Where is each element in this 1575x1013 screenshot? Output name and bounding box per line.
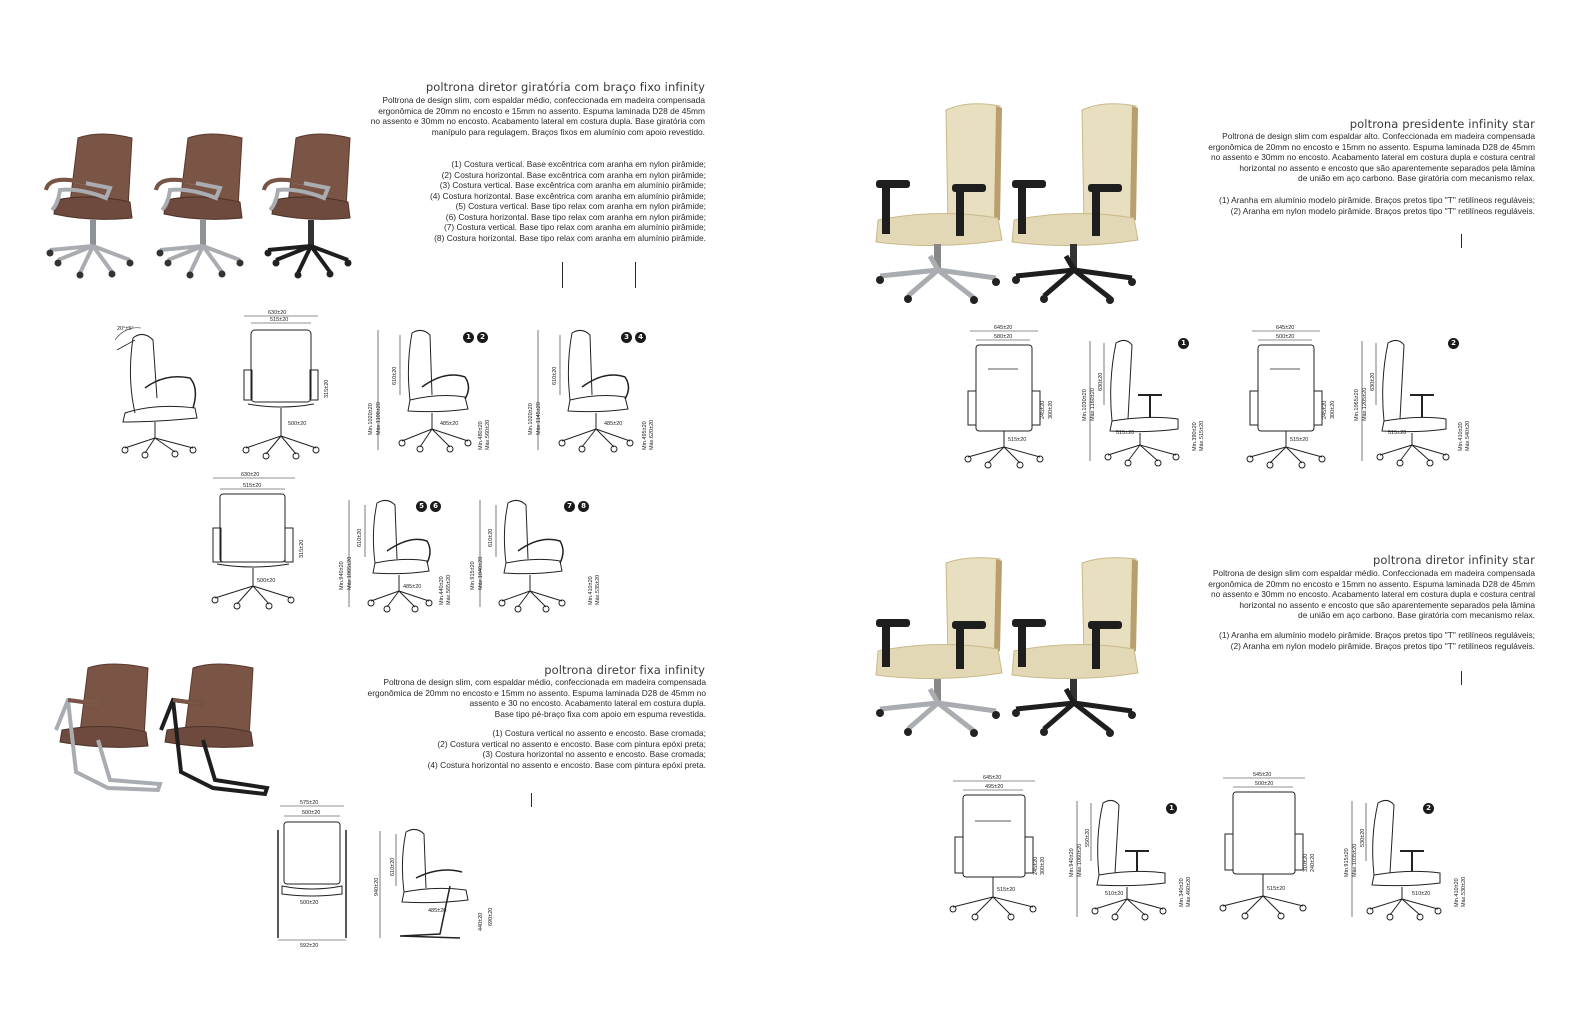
svg-text:645±20: 645±20 xyxy=(1276,325,1295,331)
option-badge: 5 xyxy=(416,501,427,512)
svg-text:550±20: 550±20 xyxy=(1085,828,1091,847)
drawing-fixa-side xyxy=(370,826,500,946)
svg-text:Min.340±20: Min.340±20 xyxy=(1179,878,1185,907)
photo-giratoria xyxy=(40,128,370,278)
svg-text:940±20: 940±20 xyxy=(374,877,380,896)
svg-text:630±20: 630±20 xyxy=(268,310,287,316)
svg-text:515±20: 515±20 xyxy=(1008,437,1027,443)
section-title: poltrona presidente infinity star xyxy=(1349,117,1535,131)
dim-label: 20°±5° xyxy=(117,326,134,332)
divider xyxy=(531,793,532,807)
section-description: Poltrona de design slim com espaldar médio. Confeccionada em madeira compensada ergonômica de 20mm no encosto e 15mm no assento. Espuma laminada D28 de 45mm no assento e 30mm no encosto. Acabamento lateral em costura dupla e costura central horizontal no assento e encosto que são aparentemente separados pela lâmina de união em aço carbono. Base giratória com mecanismo relax. xyxy=(1208,568,1535,621)
svg-text:610±20: 610±20 xyxy=(390,857,396,876)
option-badge: 2 xyxy=(477,332,488,343)
svg-text:610±20: 610±20 xyxy=(357,528,363,547)
svg-text:Min.410±20: Min.410±20 xyxy=(1458,422,1464,451)
svg-text:500±20: 500±20 xyxy=(288,421,307,427)
svg-text:Min.915±20: Min.915±20 xyxy=(1344,848,1350,877)
svg-text:Máx.560±20: Máx.560±20 xyxy=(485,419,491,450)
section-title: poltrona diretor giratória com braço fixo infinity xyxy=(425,80,705,94)
svg-text:315±20: 315±20 xyxy=(324,379,330,398)
drawing-side-56 xyxy=(335,495,455,615)
drawing-star-front-1 xyxy=(945,775,1045,925)
options-list: (1) Aranha em alumínio modelo pirâmide. Braços pretos tipo "T" retilíneos reguláveis; (2) Aranha em nylon modelo pirâmide. Braços pretos tipo "T" retilíneos reguláveis. xyxy=(1219,195,1535,216)
svg-text:Min.940±20: Min.940±20 xyxy=(1069,848,1075,877)
drawing-recline xyxy=(105,318,215,458)
divider xyxy=(1461,234,1462,248)
svg-text:300±20: 300±20 xyxy=(1048,400,1054,419)
svg-text:500±20: 500±20 xyxy=(302,810,321,816)
svg-text:510±20: 510±20 xyxy=(1105,891,1124,897)
option-badge: 1 xyxy=(1178,338,1189,349)
option-badge: 1 xyxy=(1166,803,1177,814)
svg-text:245±20: 245±20 xyxy=(1033,856,1039,875)
svg-text:Min.390±20: Min.390±20 xyxy=(1192,422,1198,451)
svg-text:Máx.1035±20: Máx.1035±20 xyxy=(1352,843,1358,877)
svg-text:500±20: 500±20 xyxy=(1276,334,1295,340)
drawing-star-side-2 xyxy=(1340,795,1470,925)
svg-text:510±20: 510±20 xyxy=(1412,891,1431,897)
svg-text:Máx.1205±20: Máx.1205±20 xyxy=(1362,387,1368,421)
svg-text:610±20: 610±20 xyxy=(552,366,558,385)
svg-text:Min.440±20: Min.440±20 xyxy=(439,576,445,605)
svg-text:515±20: 515±20 xyxy=(1388,430,1407,436)
svg-text:300±20: 300±20 xyxy=(1330,400,1336,419)
drawing-pres-side-1 xyxy=(1078,335,1208,470)
divider xyxy=(635,262,636,288)
svg-text:Min.495±20: Min.495±20 xyxy=(642,421,648,450)
svg-text:Min.1030±20: Min.1030±20 xyxy=(1082,389,1088,421)
section-title: poltrona diretor infinity star xyxy=(1373,553,1535,567)
svg-text:515±20: 515±20 xyxy=(997,887,1016,893)
svg-text:630±20: 630±20 xyxy=(241,472,260,478)
option-badge: 4 xyxy=(635,332,646,343)
svg-text:515±20: 515±20 xyxy=(243,483,262,489)
svg-text:500±20: 500±20 xyxy=(257,578,276,584)
section-description: Poltrona de design slim, com espaldar médio, confeccionada em madeira compensada ergonômica de 20mm no encosto e 15mm no assento. Espuma laminada D28 de 45mm no assento e 30mm no encosto. Acabamento lateral em costura dupla. Base giratória com manípulo para regulagem. Braços fixos em alumínio com apoio revestido. xyxy=(370,95,705,137)
divider xyxy=(562,262,563,288)
option-badge: 8 xyxy=(578,501,589,512)
drawing-fixa-front xyxy=(272,800,354,952)
svg-text:Máx.1160±20: Máx.1160±20 xyxy=(1090,388,1096,421)
svg-text:515±20: 515±20 xyxy=(1290,437,1309,443)
section-title: poltrona diretor fixa infinity xyxy=(544,663,705,677)
svg-text:Máx.1100±20: Máx.1100±20 xyxy=(376,402,382,435)
svg-text:Min.410±20: Min.410±20 xyxy=(588,576,594,605)
drawing-front-relax xyxy=(205,472,305,612)
svg-text:515±20: 515±20 xyxy=(1267,886,1286,892)
svg-text:Máx.1065±20: Máx.1065±20 xyxy=(347,556,353,590)
svg-text:485±20: 485±20 xyxy=(403,584,422,590)
photo-fixa xyxy=(48,660,273,800)
svg-text:Máx.460±20: Máx.460±20 xyxy=(1186,876,1192,907)
svg-text:545±20: 545±20 xyxy=(1253,772,1272,778)
photo-diretor-star xyxy=(868,555,1148,740)
option-badge: 7 xyxy=(564,501,575,512)
drawing-star-front-2 xyxy=(1215,772,1315,924)
svg-text:630±20: 630±20 xyxy=(1370,372,1376,391)
drawing-front xyxy=(236,308,331,463)
svg-text:315±20: 315±20 xyxy=(299,539,305,558)
svg-text:530±20: 530±20 xyxy=(1360,828,1366,847)
svg-text:Máx.540±20: Máx.540±20 xyxy=(1465,420,1471,451)
svg-text:240±20: 240±20 xyxy=(1310,853,1316,872)
drawing-pres-side-2 xyxy=(1350,335,1475,470)
option-badge: 3 xyxy=(621,332,632,343)
svg-text:515±20: 515±20 xyxy=(1116,430,1135,436)
divider xyxy=(1461,671,1462,685)
svg-text:Máx.535±20: Máx.535±20 xyxy=(595,574,601,605)
option-badge: 2 xyxy=(1423,803,1434,814)
svg-text:610±20: 610±20 xyxy=(488,528,494,547)
svg-text:645±20: 645±20 xyxy=(983,775,1002,781)
svg-text:580±20: 580±20 xyxy=(994,334,1013,340)
svg-text:Min.1020±20: Min.1020±20 xyxy=(528,403,534,435)
options-list: (1) Aranha em alumínio modelo pirâmide. Braços pretos tipo "T" retilíneos reguláveis; (2) Aranha em nylon modelo pirâmide. Braços pretos tipo "T" retilíneos reguláveis. xyxy=(1219,630,1535,651)
options-list: (1) Costura vertical. Base excêntrica com aranha em nylon pirâmide; (2) Costura horizontal. Base excêntrica com aranha em nylon pirâmide; (3) Costura vertical. Base excêntrica com aranha em alumínio pirâmide; (4) Costura horizontal. Base excêntrica com aranha em alumínio pirâmide; (5) Costura vertical. Base tipo relax com aranha em nylon pirâmide; (6) Costura horizontal. Base tipo relax com aranha em nylon pirâmide; (7) Costura vertical. Base tipo relax com aranha em alumínio pirâmide; (8) Costura horizontal. Base tipo relax com aranha em alumínio pirâmide. xyxy=(429,159,706,243)
svg-text:310±20: 310±20 xyxy=(1303,853,1309,872)
photo-presidente xyxy=(868,100,1148,305)
drawing-side-78 xyxy=(468,495,603,615)
svg-text:Máx.515±20: Máx.515±20 xyxy=(1199,420,1205,451)
options-list: (1) Costura vertical no assento e encosto. Base cromada; (2) Costura vertical no assento e encosto. Base com pintura epóxi preta; (3) Costura horizontal no assento e encosto. Base cromada; (4) Costura horizontal no assento e encosto. Base com pintura epóxi preta. xyxy=(427,728,706,770)
svg-text:440±20: 440±20 xyxy=(478,912,484,931)
svg-text:592±20: 592±20 xyxy=(300,943,319,949)
drawing-side-12 xyxy=(360,325,490,460)
svg-text:515±20: 515±20 xyxy=(270,317,289,323)
drawing-pres-front-2 xyxy=(1240,325,1336,470)
svg-text:485±20: 485±20 xyxy=(428,908,447,914)
svg-text:575±20: 575±20 xyxy=(300,800,319,806)
svg-text:Máx.565±20: Máx.565±20 xyxy=(446,574,452,605)
drawing-star-side-1 xyxy=(1065,795,1195,925)
option-badge: 1 xyxy=(463,332,474,343)
svg-text:630±20: 630±20 xyxy=(1098,372,1104,391)
option-badge: 2 xyxy=(1448,338,1459,349)
svg-text:Min.410±20: Min.410±20 xyxy=(1454,878,1460,907)
section-description: Poltrona de design slim com espaldar alto. Confeccionada em madeira compensada ergonômica de 20mm no encosto e 15mm no assento. Espuma laminada D28 de 45mm no assento e 30mm no encosto. Acabamento lateral em costura dupla e costura central horizontal no assento e encosto que são aparentemente separados pela lâmina de união em aço carbono. Base giratória com mecanismo relax. xyxy=(1208,131,1535,184)
drawing-pres-front-1 xyxy=(958,325,1054,470)
svg-text:485±20: 485±20 xyxy=(604,421,623,427)
svg-text:245±20: 245±20 xyxy=(1040,400,1046,419)
svg-text:Máx.1145±20: Máx.1145±20 xyxy=(536,402,542,435)
svg-text:645±20: 645±20 xyxy=(994,325,1013,331)
svg-text:690±20: 690±20 xyxy=(488,907,494,926)
svg-text:500±20: 500±20 xyxy=(300,900,319,906)
svg-text:Min.940±20: Min.940±20 xyxy=(339,561,345,590)
option-badge: 6 xyxy=(430,501,441,512)
svg-text:300±20: 300±20 xyxy=(1040,856,1046,875)
svg-text:485±20: 485±20 xyxy=(440,421,459,427)
svg-text:Min.915±20: Min.915±20 xyxy=(470,561,476,590)
svg-text:610±20: 610±20 xyxy=(392,366,398,385)
svg-text:Máx.1040±20: Máx.1040±20 xyxy=(478,556,484,590)
drawing-side-34 xyxy=(520,325,655,460)
svg-text:495±20: 495±20 xyxy=(985,784,1004,790)
svg-text:Máx.1060±20: Máx.1060±20 xyxy=(1077,843,1083,877)
svg-text:500±20: 500±20 xyxy=(1255,781,1274,787)
svg-text:Máx.530±20: Máx.530±20 xyxy=(1461,876,1467,907)
svg-text:Min.480±20: Min.480±20 xyxy=(478,421,484,450)
svg-text:245±20: 245±20 xyxy=(1322,400,1328,419)
svg-text:Máx.620±20: Máx.620±20 xyxy=(649,419,655,450)
svg-text:Min.1020±20: Min.1020±20 xyxy=(368,403,374,435)
svg-text:Min.1065±20: Min.1065±20 xyxy=(1354,389,1360,421)
section-description: Poltrona de design slim, com espaldar médio, confeccionada em madeira compensada ergonômica de 20mm no encosto e 15mm no assento. Espuma laminada D28 de 45mm no assento e 30 no encosto. Acabamento lateral em costura dupla. Base tipo pé-braço fixa com apoio em espuma revestida. xyxy=(367,677,706,719)
